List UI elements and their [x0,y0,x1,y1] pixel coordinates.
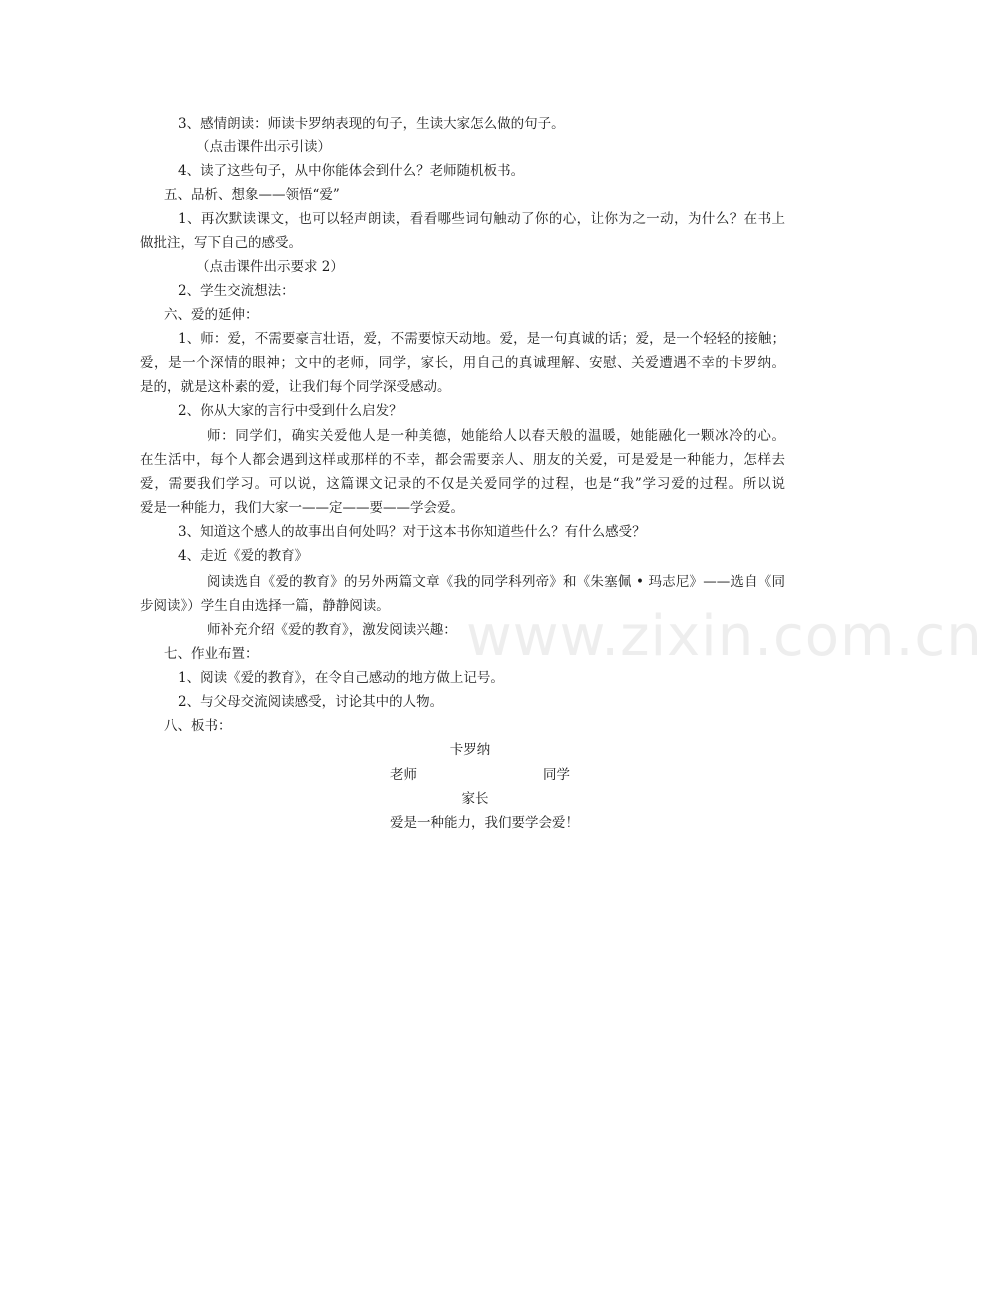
section-6-heading: 六、爱的延伸： [164,307,259,323]
board-left-teacher: 老师 [390,767,417,783]
reading-selection-line-1: 阅读选自《爱的教育》的另外两篇文章《我的同学科列帝》和《朱塞佩 • 玛志尼》——选自《同 [207,574,785,590]
section-5-heading: 五、品析、想象——领悟“爱” [164,187,340,203]
board-top-karona: 卡罗纳 [449,742,491,758]
section-6-item-3: 3、知道这个感人的故事出自何处吗？对于这本书你知道些什么？有什么感受？ [178,524,646,540]
teacher-remarks-line-4: 爱是一种能力，我们大家一——定——要——学会爱。 [140,500,464,516]
step-4-reflection: 4、读了这些句子，从中你能体会到什么？老师随机板书。 [178,163,525,179]
board-summary: 爱是一种能力，我们要学会爱！ [390,815,579,831]
section-6-item-1-line-3: 是的，就是这朴素的爱，让我们每个同学深受感动。 [140,379,451,395]
step-3-emotional-reading: 3、感情朗读：师读卡罗纳表现的句子，生读大家怎么做的句子。 [178,116,565,132]
teacher-remarks-line-3: 爱，需要我们学习。可以说，这篇课文记录的不仅是关爱同学的过程，也是“我”学习爱的过程。所以说 [140,476,785,492]
watermark: www.zixin.com.cn [466,604,983,669]
section-6-item-1-line-2: 爱，是一个深情的眼神；文中的老师，同学，家长，用自己的真诚理解、安慰、关爱遭遇不幸的卡罗纳。 [140,355,785,371]
teacher-remarks-line-1: 师：同学们，确实关爱他人是一种美德，她能给人以春天般的温暖，她能融化一颗冰冷的心。 [207,428,785,444]
section-5-item-1-line-1: 1、再次默读课文，也可以轻声朗读，看看哪些词句触动了你的心，让你为之一动，为什么？在书上 [178,211,785,227]
section-7-heading: 七、作业布置： [164,646,259,662]
board-right-classmates: 同学 [543,767,570,783]
teacher-supplement: 师补充介绍《爱的教育》，激发阅读兴趣： [207,622,457,638]
teacher-remarks-line-2: 在生活中，每个人都会遇到这样或那样的不幸，都会需要亲人、朋友的关爱，可是爱是一种能力，怎样去 [140,452,785,468]
reading-selection-line-2: 步阅读》）学生自由选择一篇，静静阅读。 [140,598,390,614]
section-5-item-1-line-2: 做批注，写下自己的感受。 [140,235,302,251]
homework-item-1: 1、阅读《爱的教育》，在令自己感动的地方做上记号。 [178,670,504,686]
section-5-item-2: 2、学生交流想法： [178,283,295,299]
courseware-note-2: （点击课件出示要求 2） [196,259,344,275]
homework-item-2: 2、与父母交流阅读感受，讨论其中的人物。 [178,694,444,710]
section-6-item-1-line-1: 1、师：爱，不需要豪言壮语，爱，不需要惊天动地。爱，是一句真诚的话；爱，是一个轻轻的接触； [178,331,785,347]
section-8-heading: 八、板书： [164,718,232,734]
courseware-note-1: （点击课件出示引读） [196,139,331,155]
board-bottom-parents: 家长 [461,791,489,807]
section-6-item-4: 4、走近《爱的教育》 [178,548,309,564]
section-6-item-2: 2、你从大家的言行中受到什么启发？ [178,403,403,419]
